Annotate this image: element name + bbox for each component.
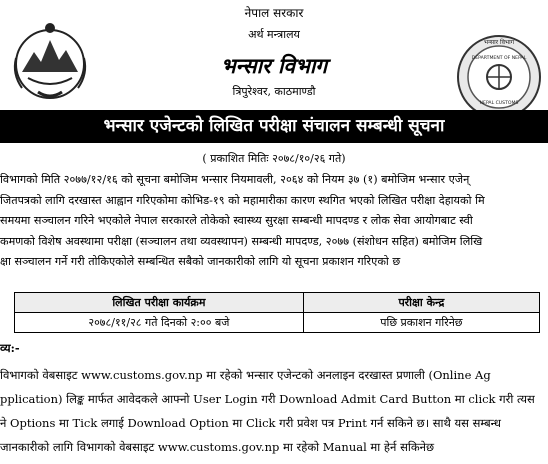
seal-middle-text: DEPARTMENT OF NEPAL xyxy=(471,56,527,61)
note-line: जानकारीको लागि विभागको वेबसाइट www.customs.gov.np मा रहेको Manual मा हेर्न सकिनेछ xyxy=(0,440,435,454)
paragraph-line: जितपत्रको लागि दरखास्त आह्वान गरिएकोमा कोभिड-१९ को महामारीका कारण स्थगित भएको लिखित परीक्षा देहायको मि xyxy=(0,193,485,207)
paragraph-line: क्षा सञ्चालन गर्ने गरी तोकिएकोले सम्बन्धित सबैको जानकारीको लागि यो सूचना प्रकाशन गरिएको छ xyxy=(0,255,401,268)
paragraph-line: समयमा सञ्चालन गरिने भएकोले नेपाल सरकारले तोकेको स्वास्थ्य सुरक्षा सम्बन्धी मापदण्ड र लोक सेवा आयोगबाट स्वी xyxy=(0,214,473,227)
ministry-name: अर्थ मन्त्रालय xyxy=(248,28,300,41)
office-address: त्रिपुरेश्वर, काठमाण्डौ xyxy=(232,85,316,98)
note-line: विभागको वेबसाइट www.customs.gov.np मा रहेको भन्सार एजेन्टको अनलाइन दरखास्त प्रणाली (Online Ag xyxy=(0,368,491,382)
note-paragraph xyxy=(0,363,548,459)
note-line: ने Options मा Tick लगाई Download Option मा Click गरी प्रवेश पत्र Print गर्न सकिने छ। साथै यस सम्बन्ध xyxy=(0,416,501,430)
column-header-exam-center: परीक्षा केन्द्र xyxy=(303,293,539,313)
seal-top-text: भन्सार विभाग xyxy=(483,39,515,46)
note-line: pplication) लिङ्क मार्फत आवेदकले आफ्नो User Login गरी Download Admit Card Button मा click गरी त्यस xyxy=(0,392,535,406)
table-row xyxy=(15,313,540,333)
notice-paragraph xyxy=(0,170,548,273)
exam-schedule-table xyxy=(14,292,540,333)
note-heading: व्य:- xyxy=(0,341,20,355)
exam-center-cell: पछि प्रकाशन गरिनेछ xyxy=(303,313,539,333)
customs-seal-icon xyxy=(456,34,542,120)
exam-datetime-cell: २०७८/११/२८ गते दिनको २:०० बजे xyxy=(15,313,304,333)
seal-bottom-text: NEPAL CUSTOMS xyxy=(479,101,519,106)
paragraph-line: विभागको मिति २०७७/१२/१६ को सूचना बमोजिम भन्सार नियमावली, २०६४ को नियम ३७ (१) बमोजिम भन्सार एजेन् xyxy=(0,173,470,186)
department-name: भन्सार विभाग xyxy=(220,53,328,78)
government-name: नेपाल सरकार xyxy=(244,6,304,20)
notice-title: भन्सार एजेन्टको लिखित परीक्षा संचालन सम्बन्धी सूचना xyxy=(0,110,548,143)
column-header-exam-program: लिखित परीक्षा कार्यक्रम xyxy=(15,293,304,313)
table-header-row xyxy=(15,293,540,313)
published-date: ( प्रकाशित मितिः २०७८/१०/२६ गते) xyxy=(202,152,346,165)
paragraph-line: कमणको विशेष अवस्थामा परीक्षा (सञ्चालन तथा व्यवस्थापन) सम्बन्धी मापदण्ड, २०७७ (संशोधन सहित) बमोजिम लिखि xyxy=(0,234,483,248)
